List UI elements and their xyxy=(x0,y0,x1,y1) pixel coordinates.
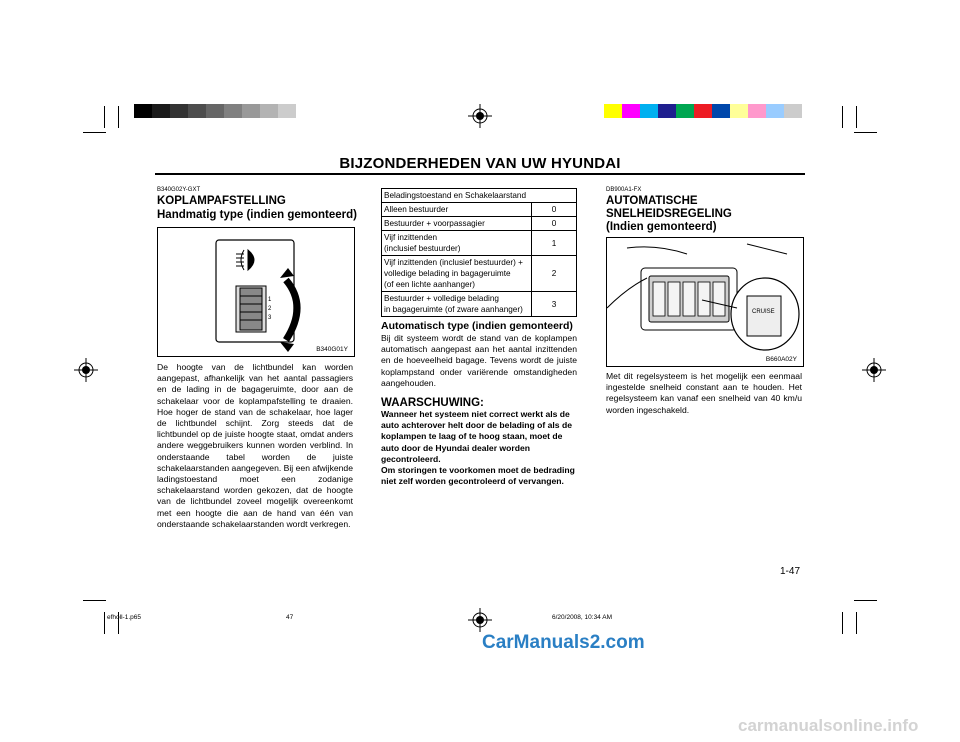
color-swatch xyxy=(260,104,278,118)
svg-text:1: 1 xyxy=(268,297,272,303)
cruise-control-figure xyxy=(606,237,804,367)
watermark-text: carmanualsonline.info xyxy=(738,716,919,735)
registration-mark-icon xyxy=(74,358,98,382)
figure-code: B660A02Y xyxy=(765,356,797,363)
section-title: KOPLAMPAFSTELLING xyxy=(157,195,286,207)
header-rule xyxy=(155,173,805,175)
table-row: Vijf inzittenden (inclusief bestuurder) 1 xyxy=(382,231,577,256)
warning-title: WAARSCHUWING: xyxy=(381,397,484,409)
color-swatch xyxy=(784,104,802,118)
page-number: 1-47 xyxy=(780,566,801,577)
auto-type-title: Automatisch type (indien gemonteerd) xyxy=(381,320,573,332)
footer-filename: efholl-1.p65 xyxy=(107,614,141,621)
table-row: Alleen bestuurder 0 xyxy=(382,203,577,217)
color-swatch xyxy=(676,104,694,118)
warning-text: Wanneer het systeem niet correct werkt als de auto achterover helt door de belading of als de koplampen te laag of te hoog staan, moet de auto door de Hyundai dealer worden gecontroleerd. Om storingen te voorkomen moet de bedrading niet zelf worden gecontroleerd of vervangen. xyxy=(381,409,575,487)
color-swatch xyxy=(658,104,676,118)
color-swatch xyxy=(712,104,730,118)
table-row: Vijf inzittenden (inclusief bestuurder) + volledige belading in bagageruimte (of een lichte aanhanger) 2 xyxy=(382,256,577,292)
color-swatch xyxy=(134,104,152,118)
section-code: B340G02Y-GXT xyxy=(157,187,201,193)
color-swatch xyxy=(694,104,712,118)
color-swatch xyxy=(766,104,784,118)
headlamp-leveling-switch-illustration xyxy=(158,228,354,356)
color-swatch xyxy=(242,104,260,118)
cruise-switch-illustration xyxy=(607,238,803,366)
footer-datetime: 6/20/2008, 10:34 AM xyxy=(552,614,612,621)
color-swatch xyxy=(206,104,224,118)
cruise-button-label: CRUISE xyxy=(752,309,775,315)
table-row: Bestuurder + volledige belading in bagageruimte (of zware aanhanger) 3 xyxy=(382,292,577,317)
headlamp-switch-figure xyxy=(157,227,355,357)
registration-mark-icon xyxy=(468,104,492,128)
figure-code: B340G01Y xyxy=(316,346,348,353)
color-swatch xyxy=(152,104,170,118)
auto-type-text: Bij dit systeem wordt de stand van de koplampen automatisch aangepast aan het aantal inzittenden en de hoeveelheid bagage. Tevens wordt de juiste koplampstand onder variërende omstandigheden aangehouden. xyxy=(381,333,577,388)
svg-text:2: 2 xyxy=(268,306,272,312)
color-swatch xyxy=(188,104,206,118)
section-code: DB900A1-FX xyxy=(606,187,642,193)
color-swatch xyxy=(640,104,658,118)
color-swatch xyxy=(748,104,766,118)
table-header: Beladingstoestand en Schakelaarstand xyxy=(382,189,577,203)
color-swatch xyxy=(278,104,296,118)
color-swatch xyxy=(604,104,622,118)
registration-mark-icon xyxy=(862,358,886,382)
svg-text:3: 3 xyxy=(268,315,272,321)
page-header-title: BIJZONDERHEDEN VAN UW HYUNDAI xyxy=(339,155,621,172)
load-switch-table xyxy=(381,188,577,317)
section-subtitle: Handmatig type (indien gemonteerd) xyxy=(157,209,357,221)
section-title: AUTOMATISCHE SNELHEIDSREGELING (Indien gemonteerd) xyxy=(606,195,732,233)
color-swatch xyxy=(170,104,188,118)
color-swatch xyxy=(622,104,640,118)
headlamp-leveling-text: De hoogte van de lichtbundel kan worden aangepast, afhankelijk van het aantal passagiers en de lading in de bagageruimte, door aan de schakelaar voor de koplampafstelling te draaien. Hoe hoger de stand van de schakelaar, hoe lager de lichtbundel schijnt. Zorg steeds dat de lichtbundel op de juiste hoogte staat, omdat anders andere weggebruikers kunnen worden verblind. In onderstaande tabel worden de juiste schakelaarstanden aangegeven. Bij een afwijkende ladingstoestand moet een zodanige schakelaarstand worden gekozen, dat de hoogte van de lichtbundel zoveel mogelijk overeenkomt met een hoogte die aan de hand van één van onderstaande schakelaarstanden wordt verkregen. xyxy=(157,362,353,529)
color-swatch xyxy=(224,104,242,118)
table-row: Bestuurder + voorpassagier 0 xyxy=(382,217,577,231)
registration-mark-icon xyxy=(468,608,492,632)
watermark-logo: CarManuals2.com xyxy=(482,632,645,653)
footer-page: 47 xyxy=(286,614,294,621)
cruise-control-text: Met dit regelsysteem is het mogelijk een eenmaal ingestelde snelheid constant aan te houden. Het regelsysteem kan vanaf een snelheid van 40 km/u worden ingeschakeld. xyxy=(606,371,802,415)
color-swatch xyxy=(730,104,748,118)
